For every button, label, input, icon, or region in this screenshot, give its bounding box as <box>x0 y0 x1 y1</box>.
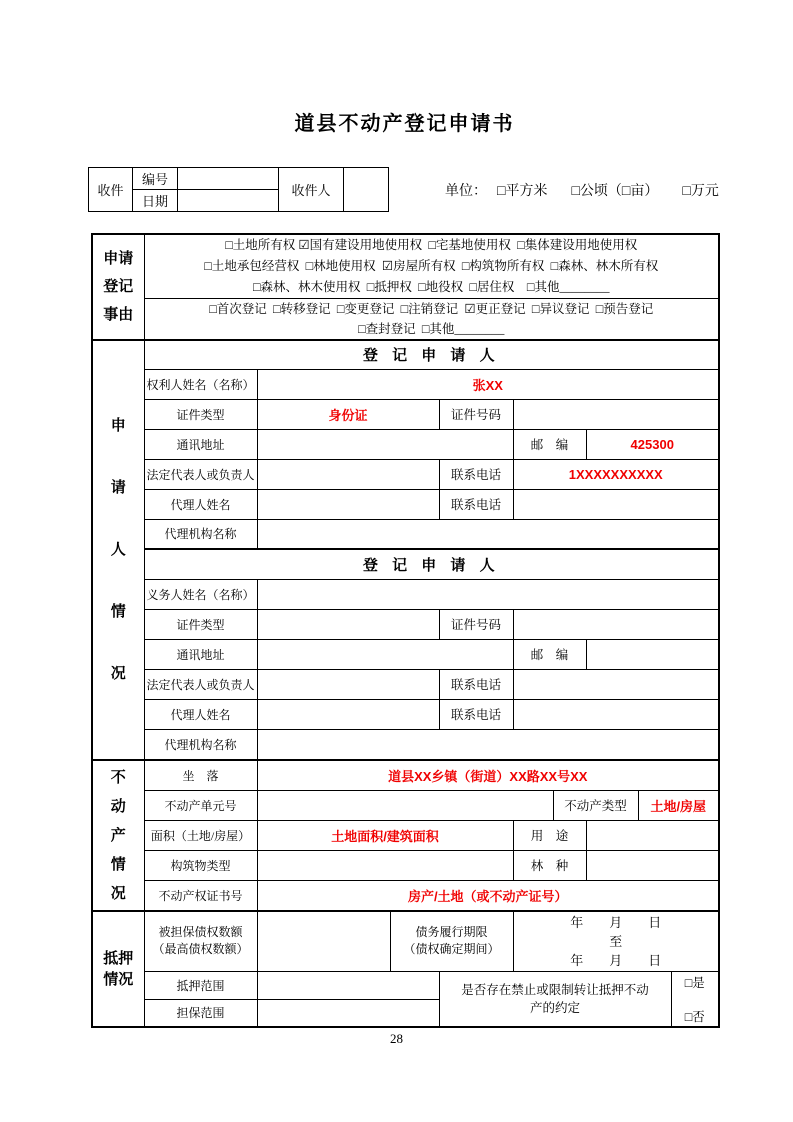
side-label-char: 况 <box>110 884 126 902</box>
registration-type-checkbox-group <box>144 299 719 341</box>
property-type-value: 土地/房屋 <box>638 790 719 820</box>
transfer-restriction-line2: 产的约定 <box>529 1000 580 1015</box>
registration-type-line: □首次登记 □转移登记 □变更登记 □注销登记 ☑更正登记 □异议登记 □预告登记 <box>209 302 654 316</box>
unit-no-label: 不动产单元号 <box>144 790 257 820</box>
address-label-2: 通讯地址 <box>144 639 257 669</box>
forest-type-label: 林 种 <box>513 850 586 880</box>
receiver-value <box>344 168 389 212</box>
unit-option-wanyuan: □万元 <box>682 183 719 199</box>
application-form-table <box>91 233 720 1028</box>
cert-type-label-2: 证件类型 <box>144 609 257 639</box>
side-label-line: 抵押 <box>103 949 134 967</box>
use-label: 用 途 <box>513 820 586 850</box>
debt-period-label-line1: 债务履行期限 <box>415 925 488 940</box>
address-label-1: 通讯地址 <box>144 429 257 459</box>
cert-no-label-1: 证件号码 <box>439 399 513 429</box>
secured-amount-label-line1: 被担保债权数额 <box>158 925 243 940</box>
secured-amount-value <box>257 911 390 971</box>
side-label-char: 申 <box>110 417 126 434</box>
restriction-yes-no-cell <box>671 971 719 1027</box>
forest-type-value <box>586 850 719 880</box>
agency-label-2: 代理机构名称 <box>144 729 257 760</box>
structure-type-value <box>257 850 513 880</box>
registration-type-line: □查封登记 □其他________ <box>358 322 505 336</box>
rights-checkbox-group <box>144 234 719 299</box>
side-label-char: 人 <box>110 541 126 558</box>
yes-checkbox: □是 <box>684 975 705 990</box>
agent-name-value-2 <box>257 699 439 729</box>
obligor-name-label: 义务人姓名（名称） <box>144 579 257 609</box>
transfer-restriction-label <box>439 971 671 1027</box>
side-label-line: 登记 <box>103 278 134 295</box>
side-label-char: 不 <box>110 768 126 786</box>
property-cert-label: 不动产权证书号 <box>144 880 257 911</box>
side-label-char: 请 <box>110 479 126 496</box>
location-value: 道县XX乡镇（街道）XX路XX号XX <box>257 760 719 790</box>
receipt-strip <box>88 167 719 212</box>
phone-value-2b <box>513 699 719 729</box>
zip-value-1: 425300 <box>586 429 719 459</box>
applicant-side-label <box>92 340 144 760</box>
cert-type-value-2 <box>257 609 439 639</box>
address-value-2 <box>257 639 513 669</box>
side-label-char: 动 <box>110 797 126 815</box>
side-label-char: 况 <box>110 665 126 682</box>
mortgage-side-label <box>92 911 144 1027</box>
unit-option-sqm: □平方米 <box>497 183 548 199</box>
side-label-char: 情 <box>110 855 126 873</box>
use-value <box>586 820 719 850</box>
cert-no-label-2: 证件号码 <box>439 609 513 639</box>
structure-type-label: 构筑物类型 <box>144 850 257 880</box>
cert-no-value-1 <box>513 399 719 429</box>
agency-value-2 <box>257 729 719 760</box>
agency-value-1 <box>257 519 719 549</box>
receipt-date-value <box>178 190 279 212</box>
guarantee-scope-label: 担保范围 <box>144 999 257 1027</box>
secured-amount-label <box>144 911 257 971</box>
receiver-label: 收件人 <box>279 168 344 212</box>
side-label-char: 产 <box>110 826 126 844</box>
property-side-label <box>92 760 144 911</box>
location-label: 坐 落 <box>144 760 257 790</box>
legal-rep-label-1: 法定代表人或负责人 <box>144 459 257 489</box>
mortgage-scope-value <box>257 971 439 999</box>
applicant2-header: 登 记 申 请 人 <box>144 549 719 579</box>
area-value: 土地面积/建筑面积 <box>257 820 513 850</box>
receipt-label: 收件 <box>89 168 133 212</box>
property-type-label: 不动产类型 <box>553 790 638 820</box>
guarantee-scope-value <box>257 999 439 1027</box>
side-label-line: 事由 <box>103 306 134 323</box>
rights-checkbox-line: □土地承包经营权 □林地使用权 ☑房屋所有权 □构筑物所有权 □森林、林木所有权 <box>204 259 659 273</box>
debt-period-dates <box>513 911 719 971</box>
apply-reason-side-label <box>92 234 144 340</box>
agent-name-value-1 <box>257 489 439 519</box>
phone-label-2b: 联系电话 <box>439 699 513 729</box>
mortgage-scope-label: 抵押范围 <box>144 971 257 999</box>
date-line-end: 年 月 日 <box>570 952 662 968</box>
page-number: 28 <box>390 1031 403 1046</box>
cert-type-value-1: 身份证 <box>257 399 439 429</box>
phone-label-2a: 联系电话 <box>439 669 513 699</box>
unit-prefix: 单位： <box>445 183 487 199</box>
holder-name-label: 权利人姓名（名称） <box>144 369 257 399</box>
zip-label-1: 邮 编 <box>513 429 586 459</box>
zip-label-2: 邮 编 <box>513 639 586 669</box>
phone-label-1b: 联系电话 <box>439 489 513 519</box>
legal-rep-value-1 <box>257 459 439 489</box>
holder-name-value: 张XX <box>257 369 719 399</box>
address-value-1 <box>257 429 513 459</box>
side-label-char: 情 <box>110 603 126 620</box>
property-cert-value: 房产/土地（或不动产证号） <box>257 880 719 911</box>
rights-checkbox-line: □土地所有权 ☑国有建设用地使用权 □宅基地使用权 □集体建设用地使用权 <box>225 238 638 252</box>
phone-label-1a: 联系电话 <box>439 459 513 489</box>
receipt-no-label: 编号 <box>133 168 178 190</box>
legal-rep-label-2: 法定代表人或负责人 <box>144 669 257 699</box>
phone-value-1a: 1XXXXXXXXXX <box>513 459 719 489</box>
side-label-line: 申请 <box>103 250 134 267</box>
form-title: 道县不动产登记申请书 <box>294 113 515 135</box>
cert-no-value-2 <box>513 609 719 639</box>
applicant1-header: 登 记 申 请 人 <box>144 340 719 369</box>
receipt-date-label: 日期 <box>133 190 178 212</box>
zip-value-2 <box>586 639 719 669</box>
unit-no-value <box>257 790 553 820</box>
agent-name-label-1: 代理人姓名 <box>144 489 257 519</box>
legal-rep-value-2 <box>257 669 439 699</box>
unit-line <box>445 180 719 200</box>
no-checkbox: □否 <box>684 1009 705 1024</box>
secured-amount-label-line2: （最高债权数额） <box>152 942 249 957</box>
side-label-line: 情况 <box>103 970 134 988</box>
receipt-no-value <box>178 168 279 190</box>
transfer-restriction-line1: 是否存在禁止或限制转让抵押不动 <box>461 982 649 997</box>
debt-period-label-line2: （债权确定期间） <box>403 942 500 957</box>
debt-period-label <box>390 911 513 971</box>
date-to: 至 <box>609 933 623 949</box>
receipt-table <box>88 167 389 212</box>
phone-value-1b <box>513 489 719 519</box>
rights-checkbox-line: □森林、林木使用权 □抵押权 □地役权 □居住权 □其他________ <box>252 280 610 294</box>
unit-option-hectare: □公顷（□亩） <box>571 183 659 199</box>
cert-type-label-1: 证件类型 <box>144 399 257 429</box>
agent-name-label-2: 代理人姓名 <box>144 699 257 729</box>
area-label: 面积（土地/房屋） <box>144 820 257 850</box>
date-line-start: 年 月 日 <box>570 914 662 930</box>
obligor-name-value <box>257 579 719 609</box>
phone-value-2a <box>513 669 719 699</box>
agency-label-1: 代理机构名称 <box>144 519 257 549</box>
